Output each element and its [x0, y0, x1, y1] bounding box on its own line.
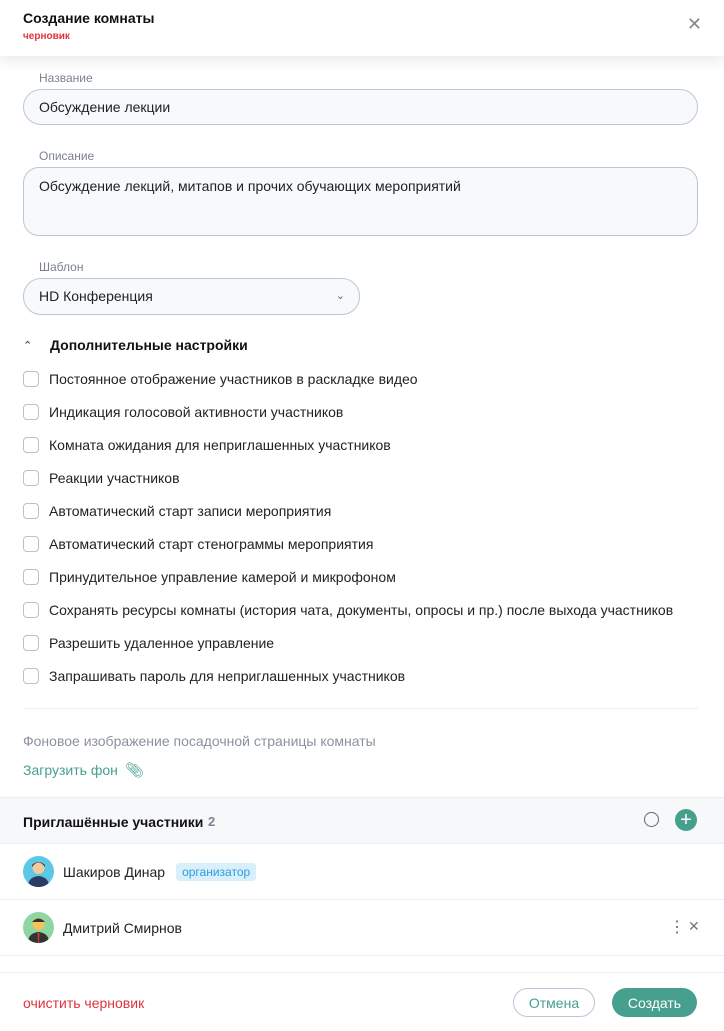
option-label: Разрешить удаленное управление: [49, 635, 275, 651]
option-label: Сохранять ресурсы комнаты (история чата, документы, опросы и пр.) после выхода участников: [49, 602, 674, 618]
participant-name: Шакиров Динар: [63, 863, 166, 880]
chevron-down-icon: ⌄: [335, 290, 345, 302]
option-label: Автоматический старт стенограммы мероприятия: [49, 536, 374, 552]
name-input[interactable]: Обсуждение лекции: [23, 89, 698, 125]
option-row[interactable]: [23, 534, 373, 554]
option-row[interactable]: [23, 633, 274, 653]
participant-row: [0, 900, 724, 956]
divider: [23, 708, 698, 709]
chevron-up-icon: ⌃: [23, 339, 33, 352]
participants-title: Приглашённые участники: [23, 814, 204, 830]
option-label: Принудительное управление камерой и микрофоном: [49, 569, 396, 585]
option-row[interactable]: [23, 435, 391, 455]
option-label: Комната ожидания для неприглашенных участников: [49, 437, 391, 453]
dialog-header: [0, 0, 724, 56]
dialog-title: Создание комнаты: [23, 10, 155, 26]
checkbox[interactable]: [23, 371, 39, 387]
template-value: HD Конференция: [39, 288, 153, 304]
background-label: Фоновое изображение посадочной страницы комнаты: [23, 733, 376, 749]
checkbox[interactable]: [23, 536, 39, 552]
avatar: [23, 856, 54, 887]
template-label: Шаблон: [39, 260, 84, 274]
paperclip-icon: 📎︎: [124, 762, 144, 779]
checkbox[interactable]: [23, 437, 39, 453]
create-button[interactable]: Создать: [612, 988, 697, 1017]
option-label: Индикация голосовой активности участников: [49, 404, 344, 420]
description-label: Описание: [39, 149, 95, 163]
advanced-settings-title: Дополнительные настройки: [50, 337, 248, 353]
template-select[interactable]: [23, 278, 360, 315]
option-row[interactable]: [23, 402, 343, 422]
checkbox[interactable]: [23, 503, 39, 519]
option-label: Автоматический старт записи мероприятия: [49, 503, 332, 519]
option-row[interactable]: [23, 468, 180, 488]
advanced-settings-toggle[interactable]: [23, 337, 248, 353]
option-row[interactable]: [23, 369, 418, 389]
draft-label: черновик: [23, 31, 70, 42]
option-row[interactable]: [23, 567, 396, 587]
checkbox[interactable]: [23, 668, 39, 684]
upload-background-link[interactable]: [23, 761, 144, 779]
option-row[interactable]: [23, 666, 405, 686]
avatar: [23, 912, 54, 943]
close-icon[interactable]: ✕: [686, 14, 702, 34]
search-icon[interactable]: [644, 812, 659, 827]
option-row[interactable]: [23, 600, 673, 620]
option-label: Реакции участников: [49, 470, 180, 486]
cancel-button[interactable]: Отмена: [513, 988, 595, 1017]
upload-label: Загрузить фон: [23, 762, 118, 778]
clear-draft-link[interactable]: очистить черновик: [23, 995, 145, 1011]
footer-divider: [0, 972, 724, 973]
more-options-icon[interactable]: ⋮: [669, 919, 685, 936]
checkbox[interactable]: [23, 569, 39, 585]
participants-header: [0, 797, 724, 844]
remove-participant-icon[interactable]: ✕: [688, 918, 700, 934]
add-participant-button[interactable]: +: [675, 809, 697, 831]
option-label: Постоянное отображение участников в раскладке видео: [49, 371, 418, 387]
role-badge: организатор: [176, 863, 256, 881]
checkbox[interactable]: [23, 470, 39, 486]
participant-row: [0, 844, 724, 900]
option-row[interactable]: [23, 501, 331, 521]
option-label: Запрашивать пароль для неприглашенных участников: [49, 668, 406, 684]
name-label: Название: [39, 71, 93, 85]
checkbox[interactable]: [23, 404, 39, 420]
checkbox[interactable]: [23, 635, 39, 651]
participant-name: Дмитрий Смирнов: [63, 919, 182, 936]
description-input[interactable]: Обсуждение лекций, митапов и прочих обучающих мероприятий: [23, 167, 698, 236]
participants-count: 2: [208, 814, 216, 829]
checkbox[interactable]: [23, 602, 39, 618]
